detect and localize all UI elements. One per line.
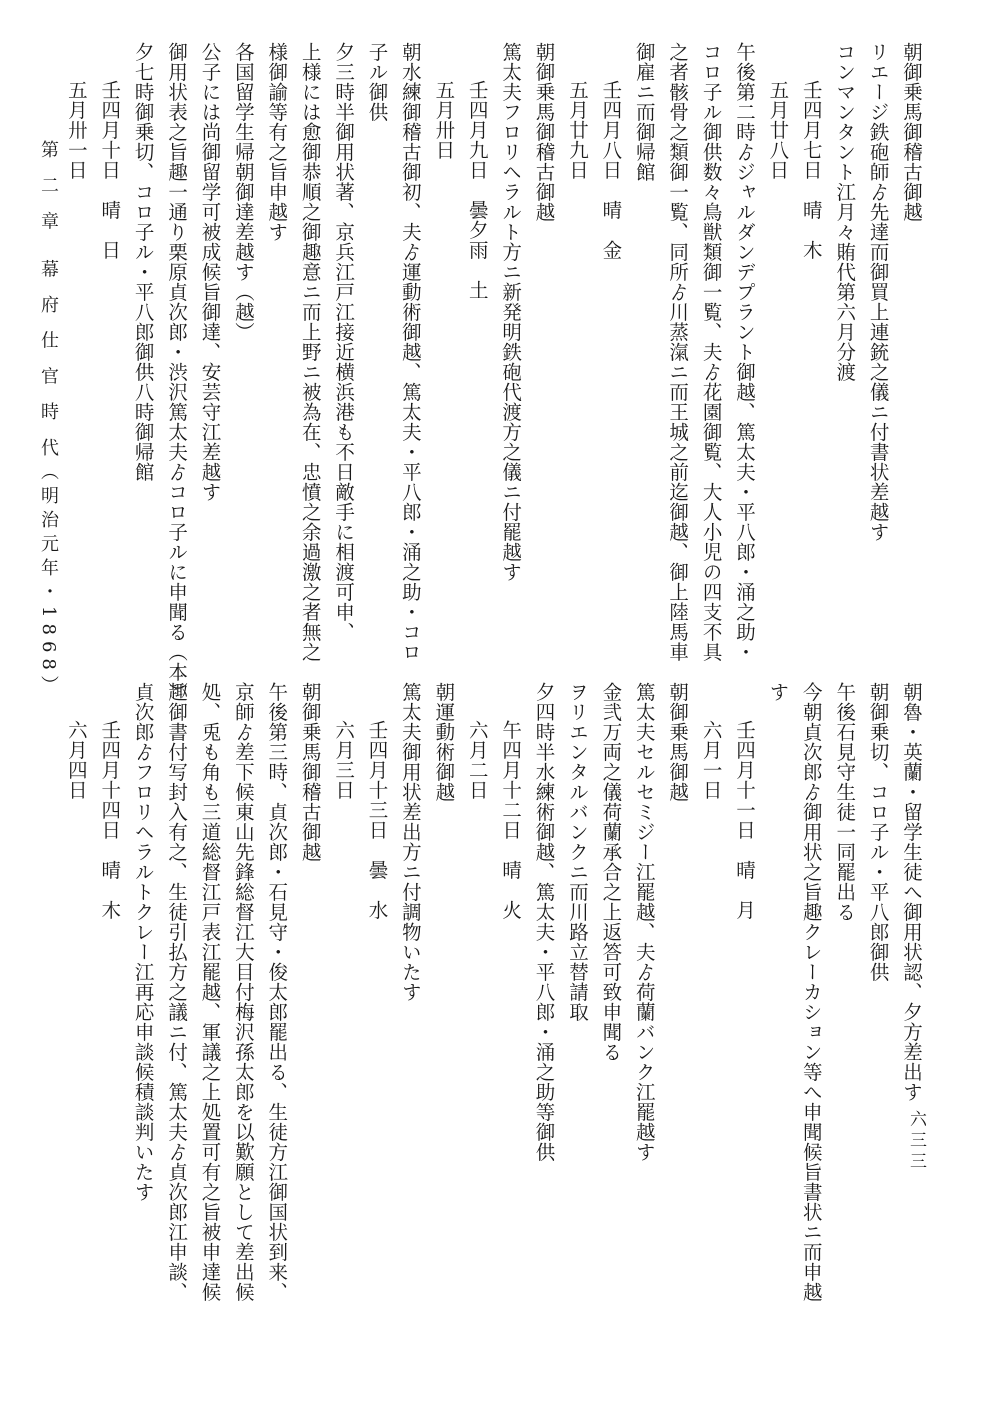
text-line [828, 682, 861, 1297]
line-text: 篤太夫フロリヘラルト方ニ新発明鉄砲代渡方之儀ニ付罷越す [499, 42, 523, 582]
line-text: 篤太夫御用状差出方ニ付調物いたす [398, 682, 422, 1002]
line-text: 今朝貞次郎ゟ御用状之旨趣クレーカション等へ申聞候旨書状ニ而申越 [799, 682, 823, 1302]
western-date: 六月一日 [699, 720, 723, 800]
text-line [694, 42, 727, 662]
date-heading: 午四月十二日 晴 火 [499, 720, 523, 920]
line-text: 夕七時御乗切、コロ子ル・平八郎御供八時御帰館 [131, 42, 155, 482]
text-line [327, 42, 360, 657]
text-line [260, 42, 293, 657]
lower-text-block [64, 682, 928, 1302]
line-text: 朝水練御稽古御初、夫ゟ運動術御越、篤太夫・平八郎・涌之助・コロ [398, 42, 422, 662]
line-text: 朝御乗馬御稽古御越 [900, 42, 923, 222]
text-line [427, 682, 460, 1297]
western-date: 五月廿九日 [565, 80, 589, 180]
line-text: 午後第三時、貞次郎・石見守・俊太郎罷出る、生徒方江御国状到来、 [265, 682, 289, 1302]
western-date: 五月卅一日 [64, 80, 88, 180]
text-line [293, 682, 326, 1297]
date-heading: 壬四月九日 曇夕雨 土 [465, 80, 489, 300]
text-line [794, 682, 827, 1302]
text-line [661, 682, 694, 1297]
line-text: 貞次郎ゟフロリヘラルトクレー江再応申談候積談判いたす [131, 682, 155, 1202]
line-text: 子ル御供 [365, 42, 389, 122]
text-line [861, 42, 894, 657]
text-line [293, 42, 326, 662]
text-line [627, 42, 660, 657]
line-text: 朝御乗馬御越 [666, 682, 690, 802]
line-text: 公子には尚御留学可被成候旨御達、安芸守江差越す [198, 42, 222, 502]
page-number: 六三三 [906, 1110, 926, 1173]
line-text: 之者骸骨之類御一覧、同所ゟ川蒸滊ニ而王城之前迄御越、御上陸馬車 [666, 42, 690, 662]
line-text: 朝御乗馬御稽古御越 [532, 42, 556, 222]
line-text: 各国留学生帰朝御達差越す（越） [231, 42, 255, 342]
text-line [360, 42, 393, 657]
line-text: 午後石見守生徒一同罷出る [833, 682, 857, 922]
text-line [260, 682, 293, 1302]
line-text: 趣御書付写封入有之、生徒引払方之議ニ付、篤太夫ゟ貞次郎江申談、 [165, 682, 189, 1302]
upper-text-block [60, 42, 928, 702]
line-text: 朝御乗切、コロ子ル・平八郎御供 [866, 682, 890, 982]
date-heading: 壬四月七日 晴 木 [799, 80, 823, 260]
western-date: 六月三日 [332, 720, 356, 800]
text-line [728, 42, 761, 662]
western-date: 五月卅日 [432, 80, 456, 160]
line-text: 篤太夫セルセミジー江罷越、夫ゟ荷蘭バンク江罷越す [632, 682, 656, 1162]
line-text: 金弐万両之儀荷蘭承合之上返答可致申聞る [599, 682, 623, 1062]
text-line [895, 682, 928, 1297]
line-text: コロ子ル御供数々鳥獣類御一覧、夫ゟ花園御覧、大人小児の四支不具 [699, 42, 723, 662]
text-line [160, 682, 193, 1302]
text-line [193, 42, 226, 657]
text-line [126, 42, 159, 657]
line-text: 朝運動術御越 [432, 682, 456, 802]
line-text: 夕三時半御用状著、京兵江戸江接近横浜港も不日敵手に相渡可申、 [332, 42, 356, 642]
line-text: 処、兎も角も三道総督江戸表江罷越、軍議之上処置可有之旨被申達候 [198, 682, 222, 1302]
text-line [126, 682, 159, 1297]
text-line [594, 682, 627, 1297]
date-heading: 壬四月八日 晴 金 [599, 80, 623, 260]
line-text: 京師ゟ差下候東山先鋒総督江大目付梅沢孫太郎を以歎願として差出候 [231, 682, 255, 1302]
text-line [828, 42, 861, 657]
line-text: リエージ鉄砲師ゟ先達而御買上連銃之儀ニ付書状差越す [866, 42, 890, 542]
running-head: 第 二 章 幕 府 仕 官 時 代（明治元年・1868） [38, 140, 59, 700]
text-line [527, 682, 560, 1297]
text-line [494, 42, 527, 657]
date-heading: 壬四月十三日 曇 水 [365, 720, 389, 920]
text-line [226, 682, 259, 1302]
date-heading: 壬四月十四日 晴 木 [98, 720, 122, 920]
date-line [561, 42, 628, 695]
date-line [327, 682, 394, 1335]
text-line [193, 682, 226, 1302]
date-line [427, 42, 494, 695]
date-heading: 壬四月十一日 晴 月 [732, 720, 756, 920]
line-text: 朝魯・英蘭・留学生徒へ御用状認、夕方差出す [900, 682, 923, 1102]
line-text: 御用状表之旨趣一通り栗原貞次郎・渋沢篤太夫ゟコロ子ルに申聞る（本） [165, 42, 189, 702]
line-text: コンマンタント江月々賄代第六月分渡 [833, 42, 857, 382]
text-line [861, 682, 894, 1297]
text-line [895, 42, 928, 657]
line-text: 午後第二時ゟジャルダンデプラント御越、篤太夫・平八郎・涌之助・ [732, 42, 756, 662]
text-line [527, 42, 560, 657]
line-text: す [766, 682, 790, 702]
text-line [160, 42, 193, 702]
line-text: 夕四時半水練術御越、篤太夫・平八郎・涌之助等御供 [532, 682, 556, 1162]
text-line [561, 682, 594, 1297]
western-date: 五月廿八日 [766, 80, 790, 180]
date-line [460, 682, 527, 1335]
date-line [59, 682, 126, 1335]
line-text: 様御諭等有之旨申越す [265, 42, 289, 242]
western-date: 六月二日 [465, 720, 489, 800]
line-text: 上様には愈御恭順之御趣意ニ而上野ニ被為在、忠憤之余過激之者無之 [298, 42, 322, 662]
line-text: 御雇ニ而御帰館 [632, 42, 656, 182]
date-line [59, 42, 126, 695]
text-line [394, 42, 427, 662]
date-line [694, 682, 761, 1335]
line-text: 朝御乗馬御稽古御越 [298, 682, 322, 862]
date-line [761, 42, 828, 695]
western-date: 六月四日 [64, 720, 88, 800]
line-text: ヲリエンタルバンクニ而川路立替請取 [565, 682, 589, 1022]
text-line [661, 42, 694, 662]
text-line [761, 682, 794, 1297]
text-line [226, 42, 259, 657]
text-line [627, 682, 660, 1297]
text-line [394, 682, 427, 1297]
date-heading: 壬四月十日 晴 日 [98, 80, 122, 260]
